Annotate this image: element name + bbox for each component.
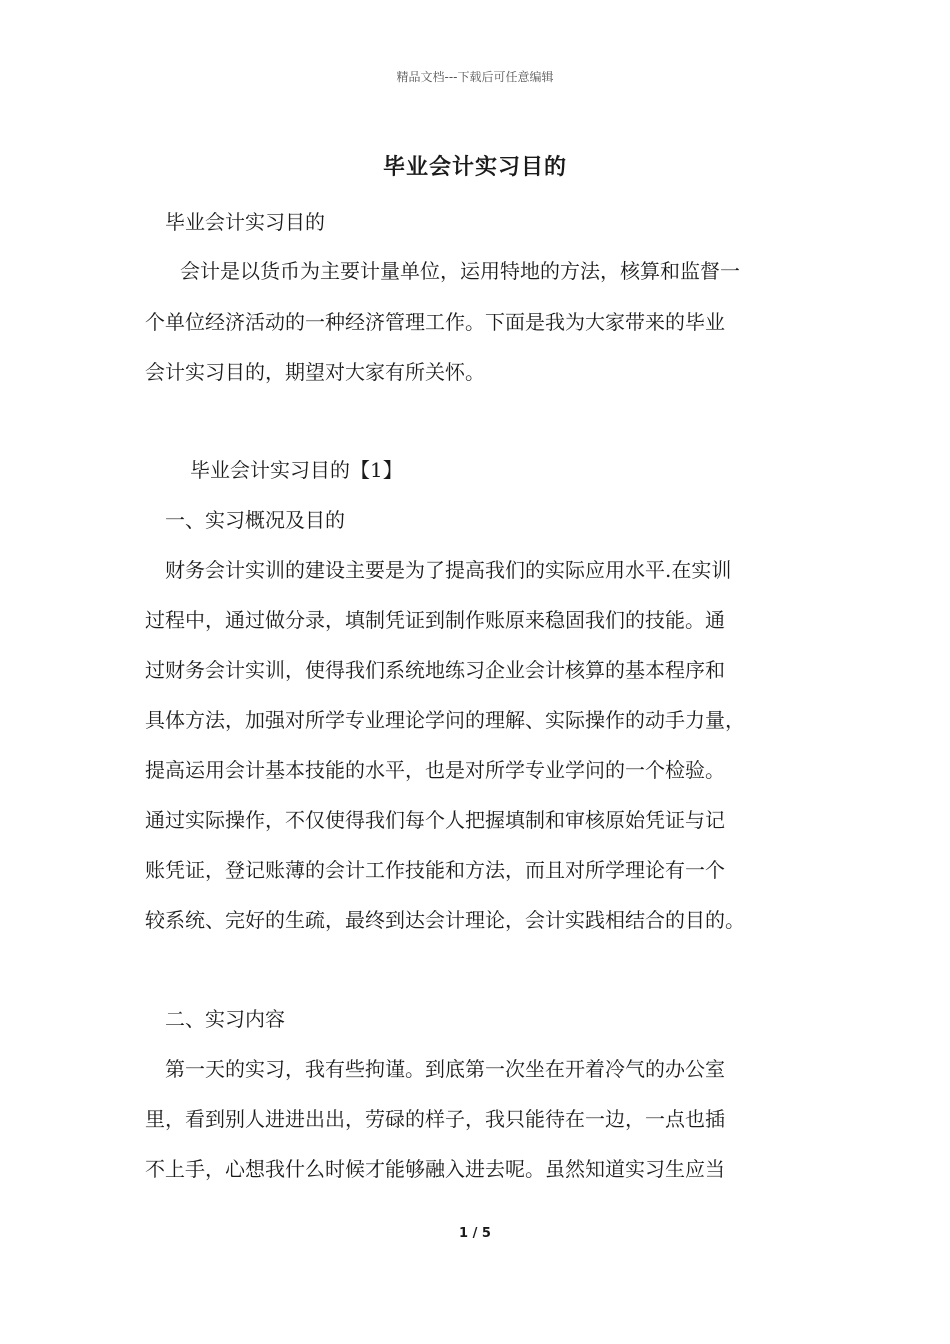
section-heading: 毕业会计实习目的【1】 [190,458,403,482]
paragraph-line: 个单位经济活动的一种经济管理工作。下面是我为大家带来的毕业 [145,310,725,334]
subtitle-line: 毕业会计实习目的 [165,210,325,234]
header-note: 精品文档---下载后可任意编辑 [396,70,554,84]
paragraph-line: 第一天的实习，我有些拘谨。到底第一次坐在开着冷气的办公室 [165,1057,725,1081]
paragraph-line: 不上手，心想我什么时候才能够融入进去呢。虽然知道实习生应当 [145,1157,725,1181]
document-title: 毕业会计实习目的 [382,154,567,180]
page-indicator: 1 / 5 [459,1226,491,1241]
paragraph-line: 过财务会计实训，使得我们系统地练习企业会计核算的基本程序和 [145,658,725,682]
paragraph-line: 财务会计实训的建设主要是为了提高我们的实际应用水平.在实训 [165,558,732,582]
paragraph-line: 里，看到别人进进出出，劳碌的样子，我只能待在一边，一点也插 [145,1107,725,1131]
paragraph-line: 提高运用会计基本技能的水平，也是对所学专业学问的一个检验。 [145,758,725,782]
paragraph-line: 过程中，通过做分录，填制凭证到制作账原来稳固我们的技能。通 [145,608,725,632]
paragraph-line: 通过实际操作，不仅使得我们每个人把握填制和审核原始凭证与记 [145,808,725,832]
paragraph-line: 账凭证，登记账薄的会计工作技能和方法，而且对所学理论有一个 [145,858,725,882]
section-heading: 二、实习内容 [165,1007,285,1031]
paragraph-line: 较系统、完好的生疏，最终到达会计理论，会计实践相结合的目的。 [145,908,745,932]
paragraph-line: 具体方法，加强对所学专业理论学问的理解、实际操作的动手力量， [145,708,745,732]
paragraph-line: 会计是以货币为主要计量单位，运用特地的方法，核算和监督一 [180,259,740,283]
paragraph-line: 会计实习目的，期望对大家有所关怀。 [145,360,485,384]
section-heading: 一、实习概况及目的 [165,508,345,532]
